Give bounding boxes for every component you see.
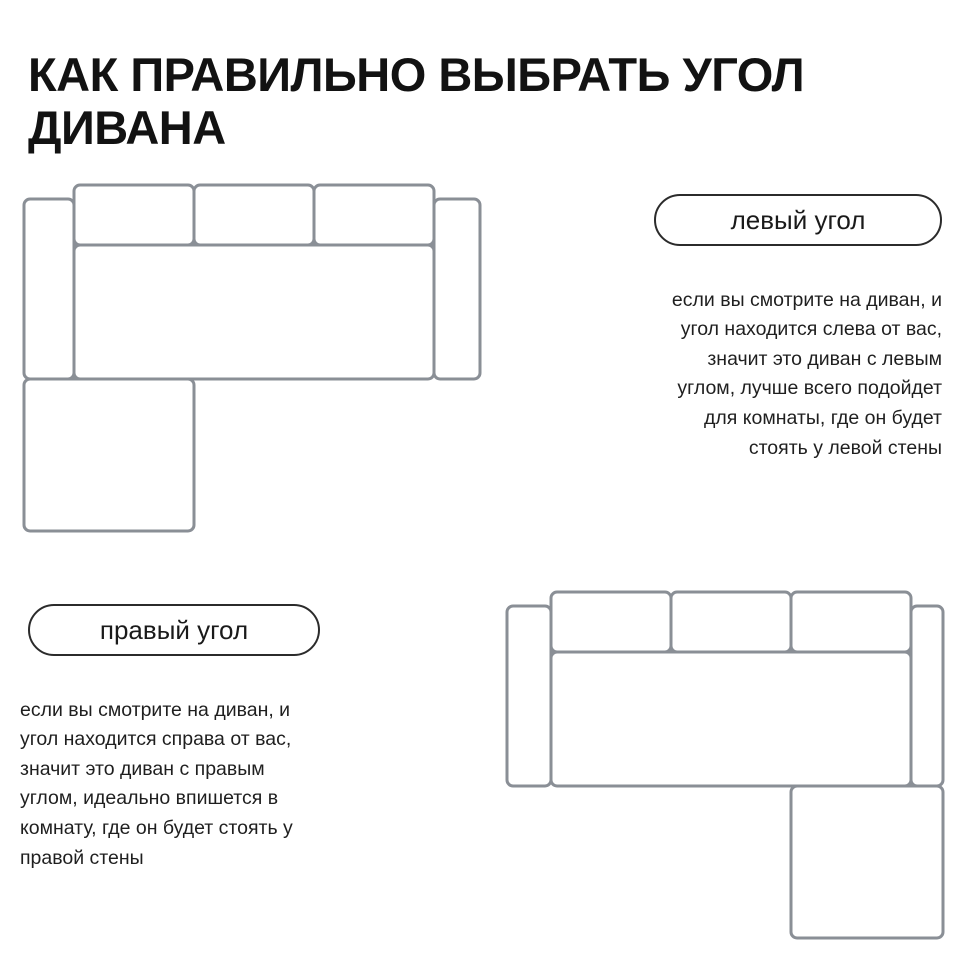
left-corner-pill-text: левый угол: [730, 204, 866, 235]
page-title: КАК ПРАВИЛЬНО ВЫБРАТЬ УГОЛ ДИВАНА: [28, 48, 805, 155]
right-corner-description: если вы смотрите на диван, и угол находится справа от вас, значит это диван с правым углом, идеально впишется в комнату, где он будет стоять у правой стены: [20, 698, 293, 869]
left-corner-pill-label: [654, 194, 942, 246]
right-corner-sofa-diagram: [505, 590, 945, 940]
right-corner-pill-label: [28, 604, 320, 656]
left-corner-sofa-diagram: [22, 183, 482, 533]
right-corner-pill-text: правый угол: [99, 614, 249, 645]
left-corner-description: если вы смотрите на диван, и угол находится слева от вас, значит это диван с левым углом, лучше всего подойдет для комнаты, где он будет стоять у левой стены: [671, 288, 942, 459]
